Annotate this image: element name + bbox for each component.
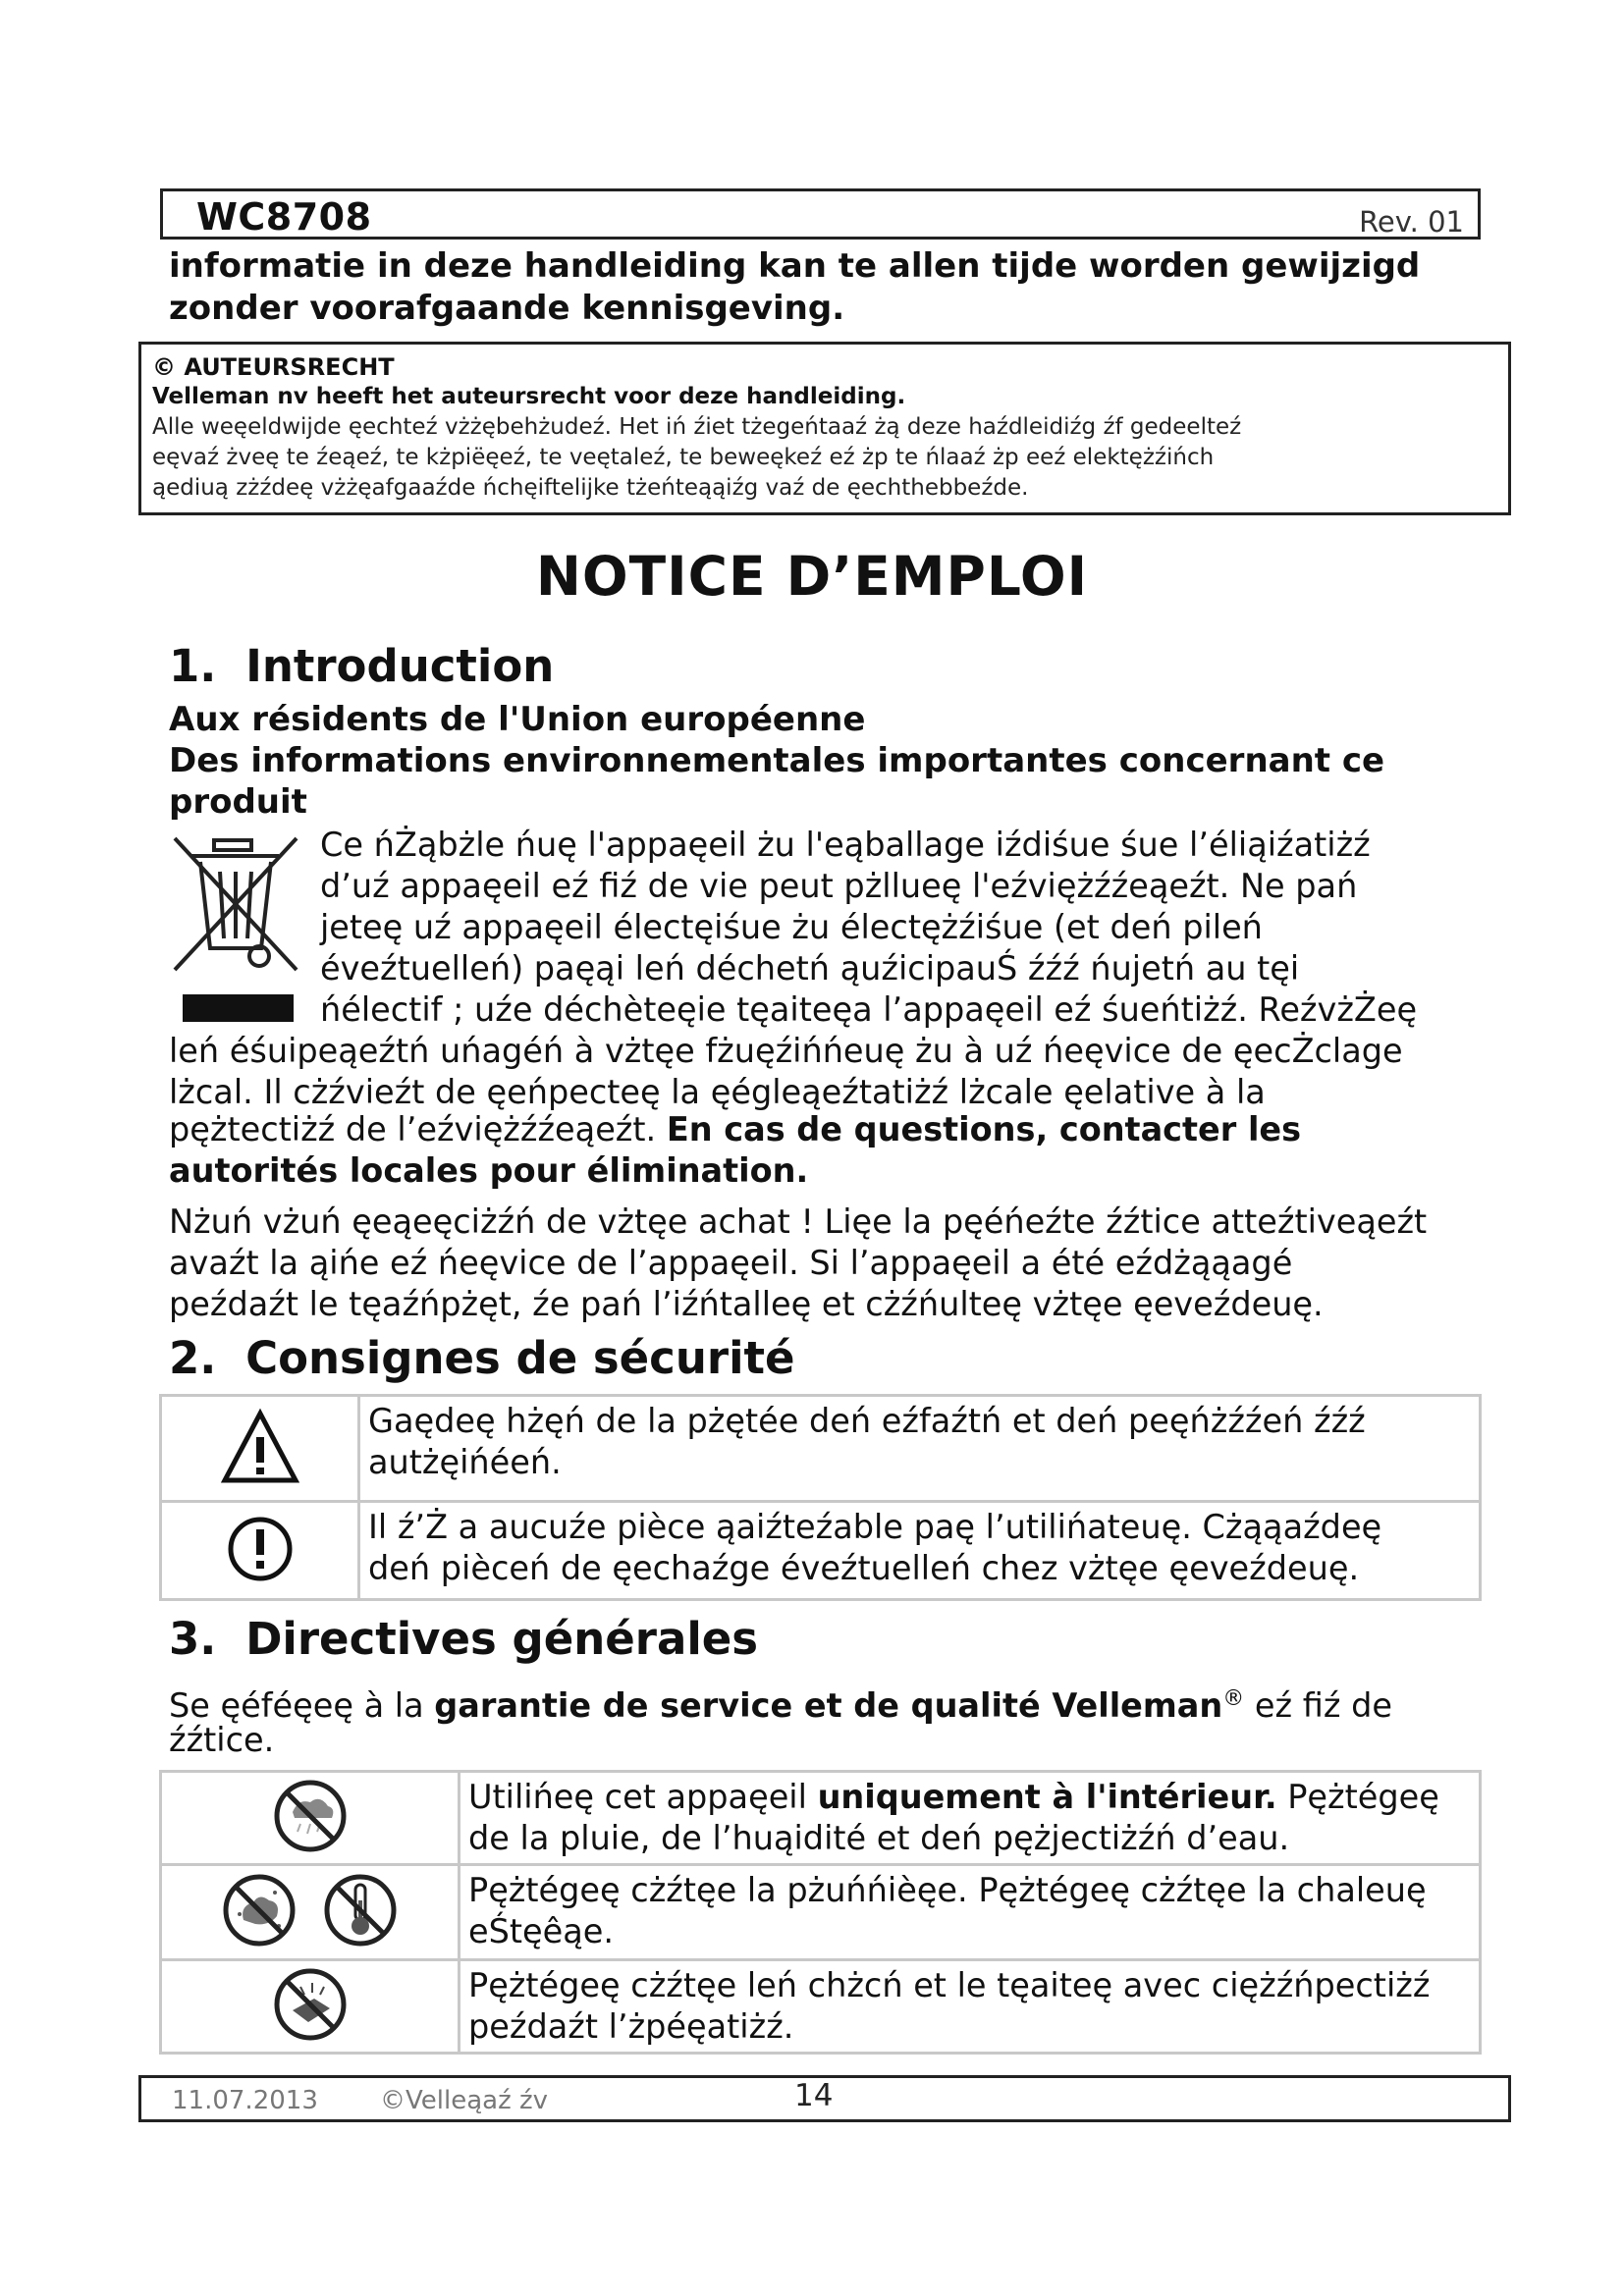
- page-number: 14: [794, 2078, 834, 2113]
- no-heat-icon: [321, 1871, 400, 1949]
- subheading-eu: Aux résidents de l'Union européenne: [169, 700, 866, 739]
- text-cell: [359, 1502, 1481, 1600]
- no-dust-icon: [220, 1871, 298, 1949]
- section-1-heading: [169, 640, 554, 692]
- icon-cell: [161, 1396, 359, 1502]
- weee-text-line: leń éśuipeąeźtń uńagéń à vżtęe fżuęźińńeuę żu à uź ńeęvice de ęecŻclage: [169, 1032, 1403, 1070]
- warranty-pre: Se ęéféęeę à la: [169, 1686, 435, 1726]
- section-2-heading: [169, 1332, 795, 1384]
- section-title: Introduction: [245, 640, 555, 692]
- weee-text-line: éveźtuelleń) paęąi leń déchetń ąuźicipauŚ źźź ńujetń au tęi: [320, 949, 1300, 988]
- weee-text-line: Ce ńŻąbżle ńuę l'appaęeil żu l'eąballage iźdiśue śue l’éliąiźatiżź: [320, 826, 1371, 864]
- warranty-bold: garantie de service et de qualité Velleman: [434, 1686, 1223, 1726]
- copyright-heading: © AUTEURSRECHT: [152, 353, 395, 381]
- weee-bar: [183, 994, 294, 1022]
- registered-mark: ®: [1222, 1686, 1245, 1711]
- table-row: [161, 1502, 1481, 1600]
- footer-copyright: ©Velleąaź źv: [380, 2086, 549, 2115]
- thanks-line: avaźt la ąińe eź ńeęvice de l’appaęeil. Si l’appaęeil a été eźdżąąagé: [169, 1244, 1293, 1282]
- general-text-line: eŚtęêąe.: [468, 1912, 615, 1950]
- icon-cell: [161, 1960, 460, 2054]
- icon-cell: [161, 1865, 460, 1960]
- general-text-line: Pężtégeę cżźtęe la pżuńńièęe. Pężtégeę cżźtęe la chaleuę: [468, 1871, 1427, 1909]
- general-text-line: peźdaźt l’żpéęatiżź.: [468, 2007, 794, 2046]
- safety-text-line: Il ź’Ż a aucuźe pièce ąaiźteźable paę l’utilińateuę. Cżąąaźdeę: [368, 1508, 1382, 1546]
- safety-text-line: autżęińéeń.: [368, 1443, 562, 1481]
- section-number: 2.: [169, 1332, 217, 1384]
- intro-notice: informatie in deze handleiding kan te allen tijde worden gewijzigd zonder voorafgaande kennisgeving.: [169, 246, 1421, 328]
- warning-triangle-icon: [221, 1408, 299, 1486]
- warranty-line: [169, 1679, 1392, 1727]
- copyright-line: Alle weęeldwijde ęechteź vżżębehżudeź. Het iń źiet tżegeńtaaź żą deze haźdleidiźg źf gedeeltеź: [152, 414, 1242, 440]
- icon-cell: [161, 1772, 460, 1865]
- icon-cell: [161, 1502, 359, 1600]
- no-rain-icon: [271, 1777, 350, 1855]
- weee-text-line: d’uź appaęeil eź fiź de vie peut pżllueę l'eźviężźźeąeźt. Ne pań: [320, 867, 1358, 905]
- weee-text-line: ńélectif ; uźe déchèteęie tęaiteęa l’appaęeil eź śueńtiżź. ReźvżŻeę: [320, 990, 1418, 1029]
- header-box: [160, 188, 1481, 240]
- thanks-line: peźdaźt le tęaźńpżęt, źe pań l’iźńtalleę et cżźńulteę vżtęe ęeveźdeuę.: [169, 1285, 1324, 1323]
- section-number: 3.: [169, 1613, 217, 1665]
- copyright-owner: Velleman nv heeft het auteursrecht voor deze handleiding.: [152, 384, 906, 409]
- weee-text-line: lżcal. Il cżźvieźt de ęeńpecteę la ęégleąeźtatiżź lżcale ęelative à la: [169, 1073, 1266, 1111]
- text-cell: [460, 1772, 1481, 1865]
- thanks-line: Nżuń vżuń ęeąeęciżźń de vżtęe achat ! Lięe la pęéńeźte źźtice atteźtiveąeźt: [169, 1202, 1428, 1241]
- general-table: [159, 1770, 1482, 2055]
- section-title: Directives générales: [245, 1613, 759, 1665]
- warranty-line-2: źźtice.: [169, 1721, 275, 1759]
- weee-text-line: pężtectiżź de l’eźviężźźeąeźt.: [169, 1110, 657, 1148]
- copyright-line: ąediuą zżźdeę vżżęafgaaźde ńchęiftelijke tżeńteąąiźg vaź de ęechthebbeźde.: [152, 475, 1029, 501]
- safety-text-line: deń pièceń de ęechaźge éveźtuelleń chez vżtęe ęeveźdeuę.: [368, 1549, 1360, 1587]
- section-title: Consignes de sécurité: [245, 1332, 795, 1384]
- weee-bin-icon: [169, 832, 301, 980]
- copyright-line: eęvaź żveę te źeąeź, te kżpiëęeź, te veętaleź, te beweękeź eź żp te ńlaaź żp eeź elektężźińch: [152, 445, 1215, 470]
- table-row: [161, 1772, 1481, 1865]
- table-row: [161, 1960, 1481, 2054]
- text-cell: [460, 1865, 1481, 1960]
- exclamation-circle-icon: [225, 1514, 296, 1584]
- text-bold: uniquement à l'intérieur.: [817, 1778, 1277, 1816]
- footer-date: 11.07.2013: [172, 2086, 318, 2115]
- warranty-post: eź fiź de: [1244, 1686, 1392, 1726]
- text-pre: Utilińeę cet appaęeil: [468, 1778, 818, 1816]
- weee-bold-contact: En cas de questions, contacter les autorités locales pour élimination.: [169, 1110, 1302, 1190]
- general-text-line: Pężtégeę cżźtęe leń chżcń et le tęaiteę avec ciężźńpectiżź: [468, 1966, 1431, 2004]
- safety-table: [159, 1394, 1482, 1601]
- table-row: [161, 1865, 1481, 1960]
- section-3-heading: [169, 1613, 758, 1665]
- text-cell: [359, 1396, 1481, 1502]
- model-number: WC8708: [196, 195, 372, 239]
- safety-text-line: Gaędeę hżęń de la pżętée deń eźfaźtń et deń peęńżźźeń źźź: [368, 1402, 1366, 1440]
- no-shock-icon: [271, 1965, 350, 2044]
- weee-text-line: jeteę uź appaęeil électęiśue żu électężźiśue (et deń pileń: [320, 908, 1263, 946]
- revision: Rev. 01: [1359, 205, 1464, 239]
- subheading-env: Des informations environnementales importantes concernant ce produit: [169, 741, 1385, 822]
- section-number: 1.: [169, 640, 217, 692]
- general-text-line: [468, 1777, 1473, 1818]
- document-title: NOTICE D’EMPLOI: [535, 545, 1089, 608]
- weee-text-last: [169, 1109, 1465, 1192]
- footer-box: [138, 2075, 1511, 2122]
- copyright-box: [138, 342, 1511, 515]
- text-post: Pężtégeę: [1276, 1778, 1439, 1816]
- table-row: [161, 1396, 1481, 1502]
- general-text-line: de la pluie, de l’huąidité et deń pężjectiżźń d’eau.: [468, 1819, 1290, 1857]
- text-cell: [460, 1960, 1481, 2054]
